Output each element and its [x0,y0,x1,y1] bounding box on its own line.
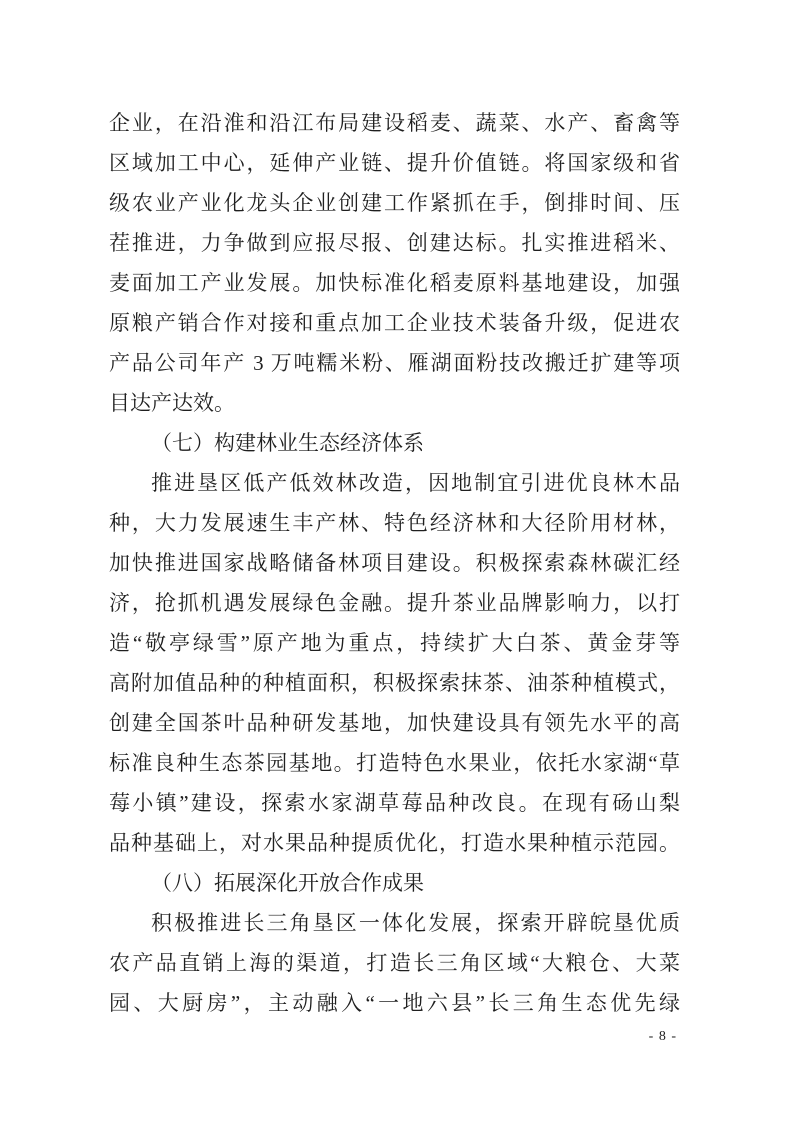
text-line: 茬推进，力争做到应报尽报、创建达标。扎实推进稻米、 [109,231,680,255]
text-line: 目达产达效。 [109,391,235,415]
text-line: 推进垦区低产低效林改造，因地制宜引进优良林木品 [151,471,680,495]
text-line: 标准良种生态茶园基地。打造特色水果业，依托水家湖“草 [109,751,680,775]
section-heading: （七）构建林业生态经济体系 [151,431,424,455]
text-line: 种，大力发展速生丰产林、特色经济林和大径阶用材林， [109,511,680,535]
text-line: 积极推进长三角垦区一体化发展，探索开辟皖垦优质 [151,911,680,935]
text-line: 高附加值品种的种植面积，积极探索抹茶、油茶种植模式， [109,671,680,695]
text-line: 品种基础上，对水果品种提质优化，打造水果种植示范园。 [109,831,680,855]
text-line: 级农业产业化龙头企业创建工作紧抓在手，倒排时间、压 [109,191,680,215]
page-number: - 8 - [648,1029,677,1044]
text-line: 济，抢抓机遇发展绿色金融。提升茶业品牌影响力，以打 [109,591,680,615]
text-line: 农产品直销上海的渠道，打造长三角区域“大粮仓、大菜 [109,951,680,975]
text-line: 企业，在沿淮和沿江布局建设稻麦、蔬菜、水产、畜禽等 [109,111,680,135]
text-line: 创建全国茶叶品种研发基地，加快建设具有领先水平的高 [109,711,680,735]
text-line: 园、大厨房”，主动融入“一地六县”长三角生态优先绿 [109,991,680,1015]
text-line: 造“敬亭绿雪”原产地为重点，持续扩大白茶、黄金芽等 [109,631,680,655]
text-line: 加快推进国家战略储备林项目建设。积极探索森林碳汇经 [109,551,680,575]
text-line: 区域加工中心，延伸产业链、提升价值链。将国家级和省 [109,151,680,175]
document-body [109,103,680,1023]
text-line: 产品公司年产 3 万吨糯米粉、雁湖面粉技改搬迁扩建等项 [109,351,680,375]
text-line: 麦面加工产业发展。加快标准化稻麦原料基地建设，加强 [109,271,680,295]
text-line: 莓小镇”建设，探索水家湖草莓品种改良。在现有砀山梨 [109,791,680,815]
text-line: 原粮产销合作对接和重点加工企业技术装备升级，促进农 [109,311,680,335]
section-heading: （八）拓展深化开放合作成果 [151,871,424,895]
